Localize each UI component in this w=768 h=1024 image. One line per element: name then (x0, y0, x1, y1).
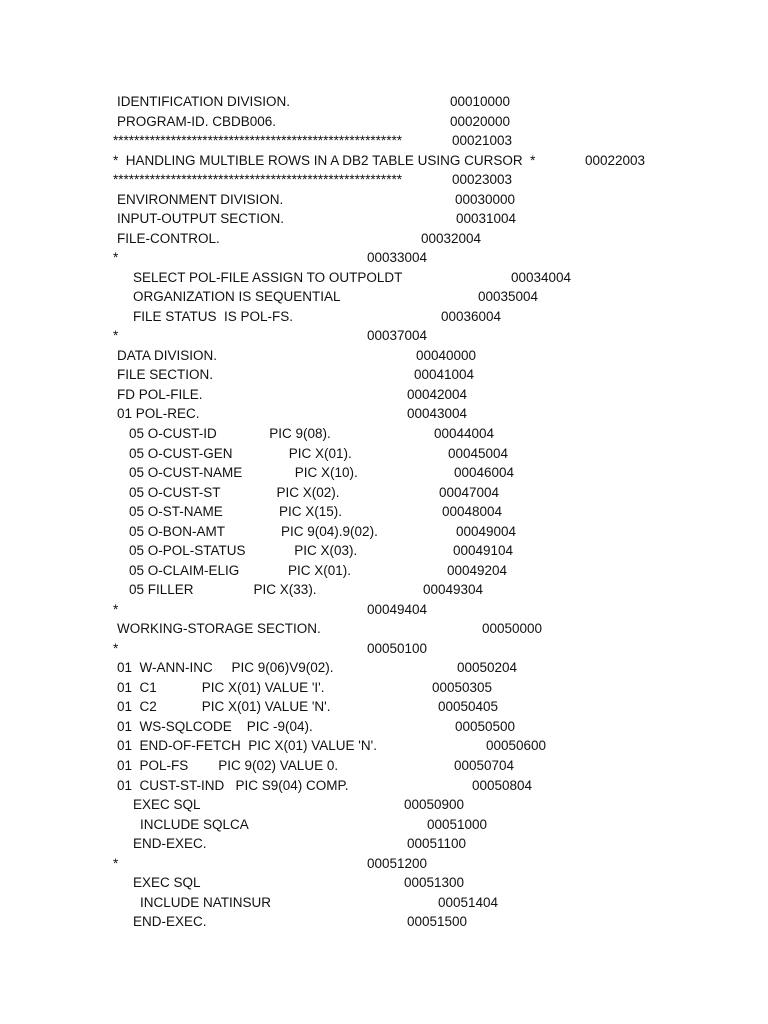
code-text: 01 C2 PIC X(01) VALUE 'N'. (117, 699, 331, 715)
code-text: FD POL-FILE. (117, 386, 203, 402)
code-text: 05 O-CUST-ST PIC X(02). (129, 484, 340, 500)
code-line (0, 229, 768, 249)
code-line (0, 834, 768, 854)
sequence-number: 00037004 (367, 328, 428, 344)
sequence-number: 00051000 (427, 816, 488, 832)
sequence-number: 00050100 (367, 640, 428, 656)
sequence-number: 00031004 (456, 211, 517, 227)
code-line (0, 326, 768, 346)
code-text: IDENTIFICATION DIVISION. (117, 94, 291, 109)
sequence-number: 00049204 (447, 562, 508, 578)
code-line (0, 600, 768, 620)
sequence-number: 00041004 (414, 367, 475, 383)
code-text: FILE STATUS IS POL-FS. (133, 308, 294, 324)
code-line (0, 170, 768, 190)
sequence-number: 00050500 (455, 718, 516, 734)
sequence-number: 00049104 (453, 543, 514, 559)
code-text: 01 CUST-ST-IND PIC S9(04) COMP. (117, 777, 349, 793)
code-line (0, 619, 768, 639)
code-text: ORGANIZATION IS SEQUENTIAL (133, 289, 341, 305)
code-line (0, 268, 768, 288)
code-text: ENVIRONMENT DIVISION. (117, 191, 284, 207)
code-text: 05 O-CLAIM-ELIG PIC X(01). (129, 562, 352, 578)
sequence-number: 00050000 (482, 621, 543, 637)
code-text: 05 O-CUST-ID PIC 9(08). (129, 426, 331, 441)
code-line (0, 854, 768, 874)
code-text: 01 W-ANN-INC PIC 9(06)V9(02). (117, 660, 334, 676)
code-line (0, 776, 768, 796)
sequence-number: 00048004 (442, 504, 503, 520)
code-line (0, 385, 768, 405)
code-line (0, 756, 768, 776)
sequence-number: 00050405 (438, 699, 499, 715)
code-line (0, 639, 768, 659)
code-line (0, 580, 768, 600)
code-text: 01 POL-REC. (117, 406, 200, 422)
sequence-number: 00033004 (367, 250, 428, 266)
sequence-number: 00050900 (404, 797, 465, 813)
code-line (0, 873, 768, 893)
sequence-number: 00050600 (486, 738, 547, 754)
code-text: 01 C1 PIC X(01) VALUE 'I'. (117, 679, 325, 695)
code-text: END-EXEC. (133, 914, 207, 930)
sequence-number: 00030000 (455, 191, 516, 207)
code-line (0, 912, 768, 932)
sequence-number: 00050804 (472, 777, 533, 793)
code-line (0, 561, 768, 581)
code-text: 05 O-ST-NAME PIC X(15). (129, 504, 343, 520)
sequence-number: 00046004 (454, 465, 515, 481)
sequence-number: 00036004 (441, 308, 502, 324)
code-text: 01 END-OF-FETCH PIC X(01) VALUE 'N'. (117, 738, 377, 754)
code-line (0, 658, 768, 678)
code-text: ******************************************************* (113, 133, 402, 149)
code-line (0, 795, 768, 815)
code-text: 05 O-CUST-GEN PIC X(01). (129, 445, 352, 461)
sequence-number: 00032004 (421, 230, 482, 246)
code-text: * (113, 640, 119, 656)
sequence-number: 00023003 (452, 172, 513, 188)
code-line (0, 424, 768, 444)
code-line (0, 697, 768, 717)
code-text: ******************************************************* (113, 172, 402, 188)
code-line (0, 483, 768, 503)
code-line (0, 404, 768, 424)
code-text: * (113, 601, 119, 617)
code-line (0, 131, 768, 151)
code-line (0, 463, 768, 483)
code-text: 05 O-BON-AMT PIC 9(04).9(02). (129, 523, 378, 539)
sequence-number: 00050704 (454, 758, 515, 774)
code-text: * (113, 250, 119, 266)
code-line (0, 717, 768, 737)
code-line (0, 541, 768, 561)
code-text: FILE SECTION. (117, 367, 214, 383)
code-line (0, 151, 768, 171)
code-text: FILE-CONTROL. (117, 230, 220, 246)
sequence-number: 00051500 (407, 914, 468, 930)
code-line (0, 112, 768, 132)
code-line (0, 444, 768, 464)
code-text: PROGRAM-ID. CBDB006. (117, 113, 277, 129)
code-line (0, 248, 768, 268)
sequence-number: 00049004 (456, 523, 517, 539)
sequence-number: 00051404 (438, 894, 499, 910)
code-line (0, 736, 768, 756)
sequence-number: 00047004 (439, 484, 500, 500)
code-line (0, 190, 768, 210)
sequence-number: 00051300 (404, 875, 465, 891)
sequence-number: 00049404 (367, 601, 428, 617)
code-line (0, 678, 768, 698)
code-text: * HANDLING MULTIBLE ROWS IN A DB2 TABLE USING CURSOR * (113, 152, 536, 168)
code-text: * (113, 855, 119, 871)
sequence-number: 00021003 (452, 133, 513, 149)
sequence-number: 00044004 (434, 426, 495, 441)
code-line (0, 209, 768, 229)
sequence-number: 00022003 (585, 152, 646, 168)
sequence-number: 00035004 (478, 289, 539, 305)
code-text: INPUT-OUTPUT SECTION. (117, 211, 285, 227)
code-text: 05 O-POL-STATUS PIC X(03). (129, 543, 358, 559)
code-line (0, 502, 768, 522)
sequence-number: 00010000 (450, 94, 511, 109)
code-line (0, 287, 768, 307)
code-line (0, 92, 768, 112)
code-text: INCLUDE NATINSUR (140, 894, 272, 910)
code-text: * (113, 328, 119, 344)
code-text: 05 FILLER PIC X(33). (129, 582, 317, 598)
sequence-number: 00034004 (511, 269, 572, 285)
sequence-number: 00050204 (457, 660, 518, 676)
sequence-number: 00050305 (432, 679, 493, 695)
code-text: WORKING-STORAGE SECTION. (117, 621, 321, 637)
sequence-number: 00045004 (448, 445, 509, 461)
sequence-number: 00040000 (416, 347, 477, 363)
code-text: DATA DIVISION. (117, 347, 218, 363)
code-line (0, 307, 768, 327)
sequence-number: 00042004 (407, 386, 468, 402)
code-line (0, 522, 768, 542)
code-text: EXEC SQL (133, 797, 201, 813)
code-text: 01 WS-SQLCODE PIC -9(04). (117, 718, 313, 734)
code-text: SELECT POL-FILE ASSIGN TO OUTPOLDT (133, 269, 403, 285)
sequence-number: 00020000 (450, 113, 511, 129)
code-text: END-EXEC. (133, 836, 207, 852)
sequence-number: 00051100 (407, 836, 467, 852)
code-text: 01 POL-FS PIC 9(02) VALUE 0. (117, 758, 339, 774)
code-line (0, 365, 768, 385)
sequence-number: 00049304 (423, 582, 484, 598)
code-text: INCLUDE SQLCA (140, 816, 249, 832)
code-line (0, 893, 768, 913)
code-line (0, 815, 768, 835)
code-text: EXEC SQL (133, 875, 201, 891)
code-line (0, 346, 768, 366)
sequence-number: 00043004 (407, 406, 468, 422)
sequence-number: 00051200 (367, 855, 428, 871)
code-text: 05 O-CUST-NAME PIC X(10). (129, 465, 358, 481)
